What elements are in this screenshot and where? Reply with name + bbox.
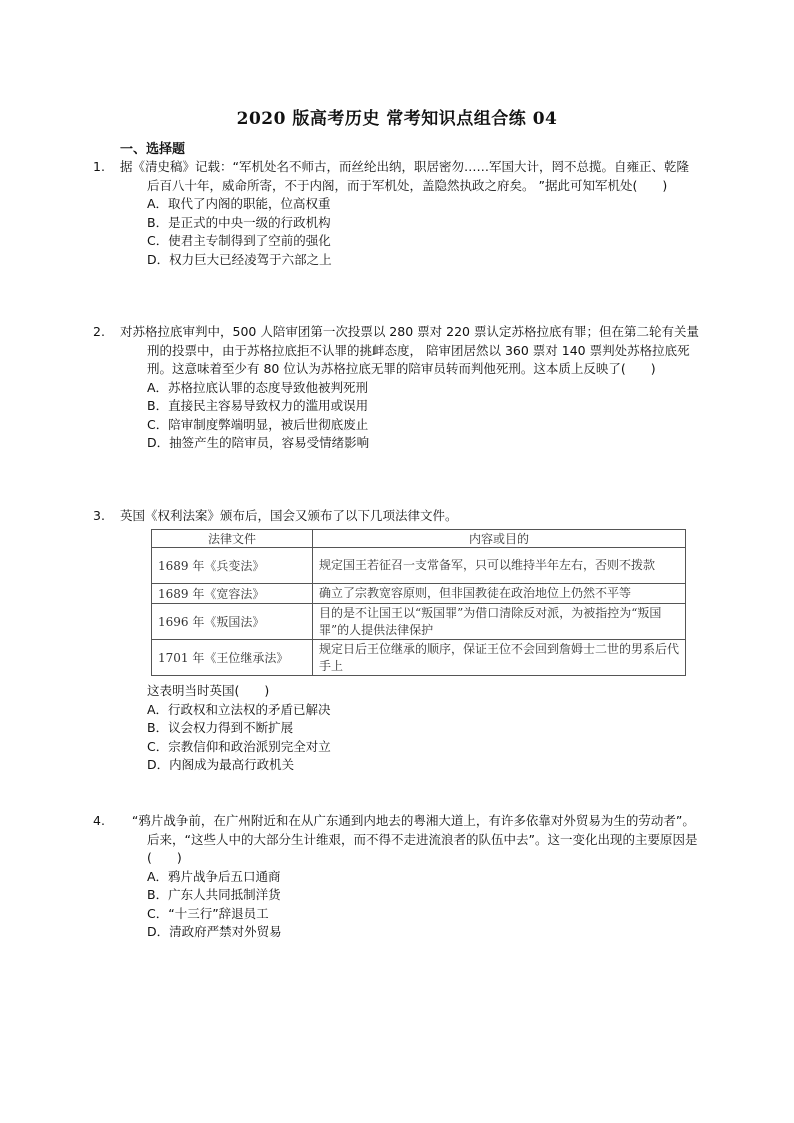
document-title: 2020 版高考历史 常考知识点组合练 04 xyxy=(236,109,558,129)
option-c[interactable]: C．宗教信仰和政治派别完全对立 xyxy=(147,738,331,754)
question-4 xyxy=(93,812,700,942)
question-3-stem xyxy=(93,507,700,526)
options xyxy=(120,868,700,942)
question-followup: 这表明当时英国( ) xyxy=(147,683,270,698)
question-text: 英国《权利法案》颁布后，国会又颁布了以下几项法律文件。 xyxy=(120,508,458,523)
question-stem: 1. 据《清史稿》记载：“军机处名不师古，而丝纶出纳，职居密勿……军国大计，罔不总揽。自雍正、乾隆后百八十年，威命所寄，不于内阁，而于军机处，盖隐然执政之府矣。 ”据此可知军机处( ) xyxy=(93,159,689,193)
question-text: “鸦片战争前，在广州附近和在从广东通到内地去的粤湘大道上，有许多依靠对外贸易为生的劳动者”。后来，“这些人中的大部分生计维艰，而不得不走进流浪者的队伍中去”。这一变化出现的主要原因是( ) xyxy=(131,813,698,865)
question-stem: 2. 对苏格拉底审判中，500 人陪审团第一次投票以 280 票对 220 票认定苏格拉底有罪；但在第二轮有关量刑的投票中，由于苏格拉底拒不认罪的挑衅态度， 陪审团居然以 360 票对 140 票判处苏格拉底死刑。这意味着至少有 80 位认为苏格拉底无罪的陪审员转而判他死刑。这本质上反映了( ) xyxy=(93,324,699,376)
table-header-row xyxy=(152,530,686,548)
table-cell: 目的是不让国王以“叛国罪”为借口清除反对派，为被指控为“叛国罪”的人提供法律保护 xyxy=(313,604,686,640)
table-row xyxy=(152,584,686,604)
table-cell: 确立了宗教宽容原则，但非国教徒在政治地位上仍然不平等 xyxy=(313,584,686,604)
option-a[interactable]: A．鸦片战争后五口通商 xyxy=(147,868,281,884)
options xyxy=(120,195,700,269)
option-d[interactable]: D．权力巨大已经凌驾于六部之上 xyxy=(147,251,332,267)
option-b[interactable]: B．是正式的中央一级的行政机构 xyxy=(147,214,331,230)
table-cell: 规定日后王位继承的顺序，保证王位不会回到詹姆士二世的男系后代手上 xyxy=(313,640,686,676)
question-2 xyxy=(93,323,700,453)
option-d[interactable]: D．清政府严禁对外贸易 xyxy=(147,924,282,939)
table-cell: 1689 年《宽容法》 xyxy=(152,584,313,604)
table-row xyxy=(152,548,686,584)
table-header-cell: 法律文件 xyxy=(152,530,313,548)
option-d[interactable]: D．内阁成为最高行政机关 xyxy=(147,757,295,772)
question-text: 据《清史稿》记载：“军机处名不师古，而丝纶出纳，职居密勿……军国大计，罔不总揽。自雍正、乾隆后百八十年，威命所寄，不于内阁，而于军机处，盖隐然执政之府矣。 ”据此可知军机处( ) xyxy=(120,159,689,193)
option-c[interactable]: C．“十三行”辞退员工 xyxy=(147,905,269,921)
question-1 xyxy=(93,158,700,269)
question-text: 对苏格拉底审判中，500 人陪审团第一次投票以 280 票对 220 票认定苏格拉底有罪；但在第二轮有关量刑的投票中，由于苏格拉底拒不认罪的挑衅态度， 陪审团居然以 360 票对 140 票判处苏格拉底死刑。这意味着至少有 80 位认为苏格拉底无罪的陪审员转而判他死刑。这本质上反映了( ) xyxy=(120,324,699,376)
table-cell: 1696 年《叛国法》 xyxy=(152,604,313,640)
option-c[interactable]: C．陪审制度弊端明显，被后世彻底废止 xyxy=(147,416,369,432)
table-row xyxy=(152,604,686,640)
table-row xyxy=(152,640,686,676)
table-header-cell: 内容或目的 xyxy=(313,530,686,548)
question-stem: 3. 英国《权利法案》颁布后，国会又颁布了以下几项法律文件。 xyxy=(93,508,458,523)
table-cell: 1689 年《兵变法》 xyxy=(152,548,313,584)
table-cell: 规定国王若征召一支常备军，只可以维持半年左右，否则不拨款 xyxy=(313,548,686,584)
options xyxy=(120,379,700,453)
options xyxy=(120,701,700,775)
question-stem: 4. “鸦片战争前，在广州附近和在从广东通到内地去的粤湘大道上，有许多依靠对外贸易为生的劳动者”。后来，“这些人中的大部分生计维艰，而不得不走进流浪者的队伍中去”。这一变化出现的主要原因是( ) xyxy=(93,813,698,865)
option-d[interactable]: D．抽签产生的陪审员，容易受情绪影响 xyxy=(147,435,370,450)
option-a[interactable]: A．行政权和立法权的矛盾已解决 xyxy=(147,701,331,717)
option-b[interactable]: B．广东人共同抵制洋货 xyxy=(147,887,281,902)
option-a[interactable]: A．苏格拉底认罪的态度导致他被判死刑 xyxy=(147,379,369,395)
option-c[interactable]: C．使君主专制得到了空前的强化 xyxy=(147,233,331,248)
option-a[interactable]: A．取代了内阁的职能，位高权重 xyxy=(147,196,331,211)
law-documents-table xyxy=(151,529,686,676)
section-heading: 一、选择题 xyxy=(120,142,186,157)
option-b[interactable]: B．直接民主容易导致权力的滥用或误用 xyxy=(147,398,369,413)
table-cell: 1701 年《王位继承法》 xyxy=(152,640,313,676)
question-3-options xyxy=(120,682,700,775)
option-b[interactable]: B．议会权力得到不断扩展 xyxy=(147,720,294,735)
